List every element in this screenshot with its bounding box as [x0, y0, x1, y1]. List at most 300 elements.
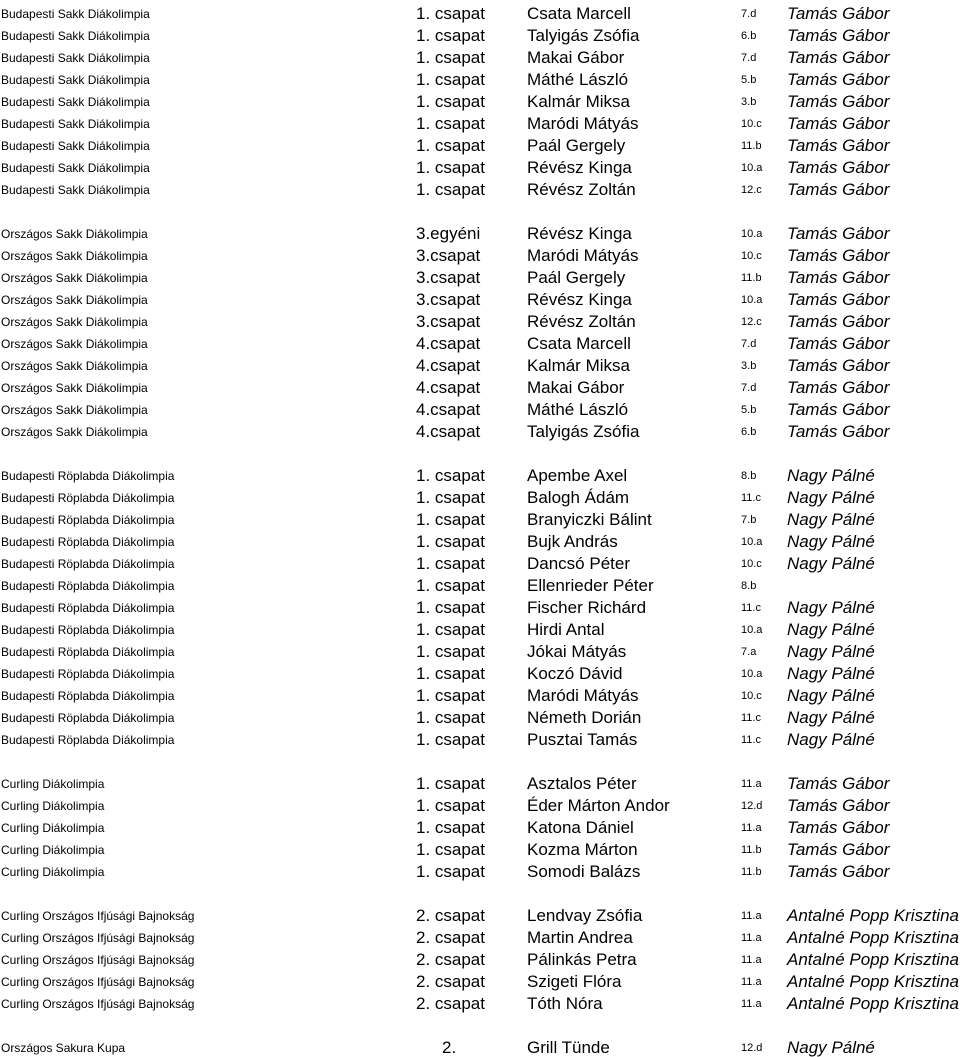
- class-letter: d: [750, 8, 757, 20]
- class-grade: 8.: [741, 470, 751, 482]
- placement: 1. csapat: [416, 730, 485, 749]
- coach-name: Nagy Pálné: [787, 554, 875, 573]
- class-letter: a: [756, 624, 763, 636]
- student-class: [741, 559, 762, 570]
- student-class: [741, 317, 762, 328]
- coach-name: Tamás Gábor: [787, 400, 890, 419]
- placement: 4.csapat: [416, 334, 481, 353]
- competition-name: Curling Diákolimpia: [1, 843, 105, 857]
- coach-name: Tamás Gábor: [787, 26, 890, 45]
- class-letter: b: [755, 272, 762, 284]
- result-row: [0, 396, 960, 418]
- result-row: [0, 572, 960, 594]
- student-name: Paál Gergely: [527, 136, 626, 155]
- placement: 1. csapat: [416, 554, 485, 573]
- class-grade: 12.: [741, 800, 757, 812]
- placement: 1. csapat: [416, 774, 485, 793]
- result-row: [0, 814, 960, 836]
- class-letter: a: [755, 822, 762, 834]
- class-letter: b: [750, 580, 757, 592]
- class-grade: 7.: [741, 8, 751, 20]
- coach-name: Nagy Pálné: [787, 642, 875, 661]
- placement: 3.csapat: [416, 312, 481, 331]
- result-section: [0, 770, 960, 880]
- result-row: [0, 968, 960, 990]
- competition-name: Budapesti Sakk Diákolimpia: [1, 73, 150, 87]
- placement: 1. csapat: [416, 4, 485, 23]
- student-class: [741, 339, 756, 350]
- coach-name: Tamás Gábor: [787, 4, 890, 23]
- class-letter: d: [750, 338, 757, 350]
- student-class: [741, 229, 762, 240]
- student-class: [741, 9, 756, 20]
- student-name: Makai Gábor: [527, 378, 625, 397]
- class-letter: b: [755, 866, 762, 878]
- placement: 2. csapat: [416, 928, 485, 947]
- class-grade: 11.: [741, 822, 756, 834]
- coach-name: Tamás Gábor: [787, 268, 890, 287]
- class-grade: 12.: [741, 184, 757, 196]
- class-grade: 7.: [741, 338, 751, 350]
- student-name: Talyigás Zsófia: [527, 422, 640, 441]
- competition-name: Budapesti Röplabda Diákolimpia: [1, 491, 175, 505]
- student-class: [741, 801, 762, 812]
- coach-name: Antalné Popp Krisztina: [787, 950, 959, 969]
- student-name: Asztalos Péter: [527, 774, 637, 793]
- class-letter: c: [756, 558, 762, 570]
- student-class: [741, 603, 761, 614]
- competition-name: Budapesti Sakk Diákolimpia: [1, 51, 150, 65]
- student-name: Lendvay Zsófia: [527, 906, 643, 925]
- student-class: [741, 581, 756, 592]
- class-grade: 10.: [741, 558, 757, 570]
- section-gap: [0, 198, 960, 220]
- result-row: [0, 682, 960, 704]
- class-grade: 10.: [741, 162, 757, 174]
- result-row: [0, 154, 960, 176]
- result-row: [0, 176, 960, 198]
- class-grade: 12.: [741, 316, 757, 328]
- competition-name: Curling Országos Ifjúsági Bajnokság: [1, 997, 195, 1011]
- student-class: [741, 251, 762, 262]
- student-class: [741, 53, 756, 64]
- competition-name: Budapesti Röplabda Diákolimpia: [1, 601, 175, 615]
- student-class: [741, 273, 762, 284]
- student-class: [741, 977, 762, 988]
- student-name: Révész Kinga: [527, 158, 632, 177]
- result-row: [0, 308, 960, 330]
- student-name: Révész Zoltán: [527, 312, 636, 331]
- placement: 2. csapat: [416, 906, 485, 925]
- coach-name: Tamás Gábor: [787, 114, 890, 133]
- student-name: Katona Dániel: [527, 818, 634, 837]
- class-letter: d: [750, 382, 757, 394]
- class-letter: a: [755, 998, 762, 1010]
- placement: 4.csapat: [416, 400, 481, 419]
- class-grade: 11.: [741, 866, 756, 878]
- coach-name: Antalné Popp Krisztina: [787, 994, 959, 1013]
- competition-name: Curling Diákolimpia: [1, 799, 105, 813]
- competition-name: Országos Sakk Diákolimpia: [1, 337, 148, 351]
- student-class: [741, 713, 761, 724]
- student-name: Branyiczki Bálint: [527, 510, 652, 529]
- coach-name: Tamás Gábor: [787, 136, 890, 155]
- placement: 1. csapat: [416, 26, 485, 45]
- placement: 1. csapat: [416, 92, 485, 111]
- coach-name: Nagy Pálné: [787, 488, 875, 507]
- coach-name: Antalné Popp Krisztina: [787, 972, 959, 991]
- placement: 1. csapat: [416, 158, 485, 177]
- class-grade: 10.: [741, 118, 757, 130]
- class-grade: 11.: [741, 954, 756, 966]
- class-grade: 6.: [741, 30, 751, 42]
- coach-name: Tamás Gábor: [787, 356, 890, 375]
- placement: 2. csapat: [416, 972, 485, 991]
- student-class: [741, 295, 762, 306]
- result-row: [0, 990, 960, 1012]
- result-section: [0, 0, 960, 198]
- result-section: [0, 1034, 960, 1056]
- competition-name: Országos Sakk Diákolimpia: [1, 359, 148, 373]
- competition-name: Budapesti Röplabda Diákolimpia: [1, 645, 175, 659]
- result-row: [0, 220, 960, 242]
- student-class: [741, 955, 762, 966]
- student-name: Németh Dorián: [527, 708, 642, 727]
- class-letter: b: [750, 360, 757, 372]
- student-name: Kalmár Miksa: [527, 356, 630, 375]
- placement: 1. csapat: [416, 70, 485, 89]
- coach-name: Nagy Pálné: [787, 686, 875, 705]
- class-letter: c: [756, 316, 762, 328]
- competition-name: Országos Sakk Diákolimpia: [1, 315, 148, 329]
- result-row: [0, 1034, 960, 1056]
- result-row: [0, 550, 960, 572]
- student-name: Maródi Mátyás: [527, 114, 639, 133]
- coach-name: Nagy Pálné: [787, 1038, 875, 1057]
- student-name: Jókai Mátyás: [527, 642, 627, 661]
- student-name: Révész Zoltán: [527, 180, 636, 199]
- class-letter: b: [750, 74, 757, 86]
- placement: 1. csapat: [416, 862, 485, 881]
- result-row: [0, 528, 960, 550]
- class-letter: a: [755, 976, 762, 988]
- coach-name: Tamás Gábor: [787, 70, 890, 89]
- result-row: [0, 616, 960, 638]
- class-letter: d: [756, 800, 763, 812]
- competition-name: Országos Sakk Diákolimpia: [1, 293, 148, 307]
- class-letter: a: [756, 228, 763, 240]
- coach-name: Tamás Gábor: [787, 422, 890, 441]
- class-grade: 10.: [741, 690, 757, 702]
- competition-name: Budapesti Röplabda Diákolimpia: [1, 711, 175, 725]
- section-gap: [0, 1012, 960, 1034]
- student-class: [741, 823, 762, 834]
- student-name: Fischer Richárd: [527, 598, 647, 617]
- student-class: [741, 141, 762, 152]
- competition-name: Curling Országos Ifjúsági Bajnokság: [1, 909, 195, 923]
- placement: 1. csapat: [416, 532, 485, 551]
- result-row: [0, 22, 960, 44]
- result-row: [0, 88, 960, 110]
- student-name: Szigeti Flóra: [527, 972, 622, 991]
- coach-name: Tamás Gábor: [787, 224, 890, 243]
- student-name: Bujk András: [527, 532, 618, 551]
- competition-name: Országos Sakk Diákolimpia: [1, 381, 148, 395]
- result-row: [0, 924, 960, 946]
- student-class: [741, 647, 756, 658]
- coach-name: Tamás Gábor: [787, 796, 890, 815]
- student-class: [741, 427, 756, 438]
- result-row: [0, 836, 960, 858]
- placement: 2.: [442, 1038, 457, 1057]
- section-gap: [0, 748, 960, 770]
- placement: 1. csapat: [416, 114, 485, 133]
- competition-name: Budapesti Sakk Diákolimpia: [1, 183, 150, 197]
- competition-name: Budapesti Sakk Diákolimpia: [1, 7, 150, 21]
- result-row: [0, 462, 960, 484]
- class-letter: a: [755, 910, 762, 922]
- competition-name: Curling Diákolimpia: [1, 821, 105, 835]
- competition-name: Curling Diákolimpia: [1, 777, 105, 791]
- competition-name: Budapesti Röplabda Diákolimpia: [1, 689, 175, 703]
- class-letter: b: [750, 426, 757, 438]
- student-name: Talyigás Zsófia: [527, 26, 640, 45]
- competition-name: Országos Sakk Diákolimpia: [1, 249, 148, 263]
- class-letter: a: [756, 162, 763, 174]
- student-class: [741, 31, 756, 42]
- coach-name: Nagy Pálné: [787, 620, 875, 639]
- coach-name: Tamás Gábor: [787, 378, 890, 397]
- student-name: Révész Kinga: [527, 224, 632, 243]
- student-class: [741, 691, 762, 702]
- student-class: [741, 383, 756, 394]
- student-name: Pusztai Tamás: [527, 730, 638, 749]
- section-gap: [0, 440, 960, 462]
- coach-name: Tamás Gábor: [787, 862, 890, 881]
- competition-name: Budapesti Sakk Diákolimpia: [1, 29, 150, 43]
- result-row: [0, 286, 960, 308]
- result-row: [0, 770, 960, 792]
- coach-name: Antalné Popp Krisztina: [787, 928, 959, 947]
- class-letter: c: [755, 602, 761, 614]
- class-grade: 10.: [741, 228, 757, 240]
- placement: 1. csapat: [416, 488, 485, 507]
- competition-name: Budapesti Sakk Diákolimpia: [1, 139, 150, 153]
- coach-name: Antalné Popp Krisztina: [787, 906, 959, 925]
- placement: 1. csapat: [416, 708, 485, 727]
- coach-name: Tamás Gábor: [787, 290, 890, 309]
- student-class: [741, 845, 762, 856]
- class-grade: 7.: [741, 514, 751, 526]
- result-row: [0, 132, 960, 154]
- class-letter: c: [756, 690, 762, 702]
- competition-name: Budapesti Sakk Diákolimpia: [1, 161, 150, 175]
- result-row: [0, 484, 960, 506]
- student-class: [741, 999, 762, 1010]
- student-name: Apembe Axel: [527, 466, 628, 485]
- competition-name: Budapesti Röplabda Diákolimpia: [1, 513, 175, 527]
- student-name: Hirdi Antal: [527, 620, 605, 639]
- section-gap: [0, 880, 960, 902]
- placement: 1. csapat: [416, 686, 485, 705]
- competition-name: Budapesti Röplabda Diákolimpia: [1, 623, 175, 637]
- student-class: [741, 911, 762, 922]
- result-row: [0, 242, 960, 264]
- placement: 1. csapat: [416, 840, 485, 859]
- result-section: [0, 462, 960, 748]
- student-class: [741, 779, 762, 790]
- class-letter: d: [756, 1042, 763, 1054]
- competition-name: Országos Sakk Diákolimpia: [1, 403, 148, 417]
- student-class: [741, 669, 762, 680]
- competition-name: Budapesti Röplabda Diákolimpia: [1, 535, 175, 549]
- class-grade: 10.: [741, 624, 757, 636]
- class-letter: c: [755, 492, 761, 504]
- student-name: Maródi Mátyás: [527, 686, 639, 705]
- student-class: [741, 75, 756, 86]
- coach-name: Nagy Pálné: [787, 532, 875, 551]
- competition-name: Curling Országos Ifjúsági Bajnokság: [1, 953, 195, 967]
- result-row: [0, 704, 960, 726]
- student-name: Martin Andrea: [527, 928, 633, 947]
- coach-name: Tamás Gábor: [787, 774, 890, 793]
- student-class: [741, 163, 762, 174]
- student-class: [741, 185, 762, 196]
- coach-name: Tamás Gábor: [787, 180, 890, 199]
- competition-name: Budapesti Sakk Diákolimpia: [1, 95, 150, 109]
- class-grade: 11.: [741, 272, 756, 284]
- student-name: Koczó Dávid: [527, 664, 623, 683]
- class-letter: a: [756, 294, 763, 306]
- result-row: [0, 44, 960, 66]
- student-class: [741, 735, 761, 746]
- coach-name: Tamás Gábor: [787, 48, 890, 67]
- result-row: [0, 0, 960, 22]
- placement: 1. csapat: [416, 180, 485, 199]
- student-class: [741, 933, 762, 944]
- student-name: Tóth Nóra: [527, 994, 603, 1013]
- class-grade: 10.: [741, 250, 757, 262]
- coach-name: Nagy Pálné: [787, 598, 875, 617]
- class-grade: 11.: [741, 712, 756, 724]
- coach-name: Tamás Gábor: [787, 312, 890, 331]
- student-name: Kozma Márton: [527, 840, 638, 859]
- result-row: [0, 792, 960, 814]
- class-grade: 3.: [741, 360, 751, 372]
- result-row: [0, 660, 960, 682]
- student-class: [741, 1043, 762, 1054]
- class-letter: c: [756, 118, 762, 130]
- coach-name: Nagy Pálné: [787, 664, 875, 683]
- coach-name: Tamás Gábor: [787, 840, 890, 859]
- placement: 1. csapat: [416, 818, 485, 837]
- class-letter: d: [750, 52, 757, 64]
- class-letter: b: [755, 140, 762, 152]
- competition-name: Budapesti Röplabda Diákolimpia: [1, 733, 175, 747]
- student-name: Pálinkás Petra: [527, 950, 637, 969]
- competition-name: Országos Sakk Diákolimpia: [1, 271, 148, 285]
- result-section: [0, 220, 960, 440]
- student-name: Máthé László: [527, 400, 629, 419]
- class-letter: c: [755, 734, 761, 746]
- result-row: [0, 902, 960, 924]
- coach-name: Nagy Pálné: [787, 708, 875, 727]
- placement: 2. csapat: [416, 994, 485, 1013]
- coach-name: Tamás Gábor: [787, 92, 890, 111]
- placement: 4.csapat: [416, 378, 481, 397]
- competition-name: Budapesti Sakk Diákolimpia: [1, 117, 150, 131]
- student-class: [741, 625, 762, 636]
- class-letter: b: [750, 514, 757, 526]
- result-row: [0, 506, 960, 528]
- placement: 1. csapat: [416, 664, 485, 683]
- class-letter: b: [755, 844, 762, 856]
- competition-name: Budapesti Röplabda Diákolimpia: [1, 557, 175, 571]
- competition-name: Országos Sakk Diákolimpia: [1, 227, 148, 241]
- competition-name: Országos Sakk Diákolimpia: [1, 425, 148, 439]
- class-letter: c: [756, 250, 762, 262]
- competition-name: Budapesti Röplabda Diákolimpia: [1, 579, 175, 593]
- student-name: Máthé László: [527, 70, 629, 89]
- class-letter: c: [755, 712, 761, 724]
- student-name: Kalmár Miksa: [527, 92, 630, 111]
- competition-name: Curling Országos Ifjúsági Bajnokság: [1, 931, 195, 945]
- coach-name: Tamás Gábor: [787, 818, 890, 837]
- class-grade: 10.: [741, 536, 757, 548]
- class-grade: 11.: [741, 778, 756, 790]
- student-name: Csata Marcell: [527, 334, 631, 353]
- class-grade: 7.: [741, 646, 751, 658]
- student-name: Paál Gergely: [527, 268, 626, 287]
- result-section: [0, 902, 960, 1012]
- placement: 1. csapat: [416, 510, 485, 529]
- class-letter: c: [756, 184, 762, 196]
- student-name: Maródi Mátyás: [527, 246, 639, 265]
- competition-name: Országos Sakura Kupa: [1, 1041, 126, 1055]
- placement: 1. csapat: [416, 466, 485, 485]
- class-grade: 7.: [741, 382, 751, 394]
- student-class: [741, 471, 756, 482]
- placement: 1. csapat: [416, 136, 485, 155]
- result-row: [0, 638, 960, 660]
- class-grade: 8.: [741, 580, 751, 592]
- class-grade: 10.: [741, 668, 757, 680]
- student-class: [741, 119, 762, 130]
- class-grade: 11.: [741, 844, 756, 856]
- class-letter: a: [756, 668, 763, 680]
- student-class: [741, 867, 762, 878]
- class-grade: 7.: [741, 52, 751, 64]
- result-row: [0, 726, 960, 748]
- student-name: Ellenrieder Péter: [527, 576, 654, 595]
- class-grade: 6.: [741, 426, 751, 438]
- student-name: Somodi Balázs: [527, 862, 641, 881]
- placement: 3.csapat: [416, 246, 481, 265]
- student-name: Éder Márton Andor: [527, 796, 670, 815]
- class-grade: 11.: [741, 492, 756, 504]
- placement: 3.csapat: [416, 290, 481, 309]
- result-row: [0, 946, 960, 968]
- student-class: [741, 537, 762, 548]
- competition-name: Curling Diákolimpia: [1, 865, 105, 879]
- competition-name: Curling Országos Ifjúsági Bajnokság: [1, 975, 195, 989]
- coach-name: Nagy Pálné: [787, 510, 875, 529]
- result-row: [0, 858, 960, 880]
- placement: 3.csapat: [416, 268, 481, 287]
- student-name: Balogh Ádám: [527, 488, 630, 507]
- class-letter: a: [755, 932, 762, 944]
- class-grade: 3.: [741, 96, 751, 108]
